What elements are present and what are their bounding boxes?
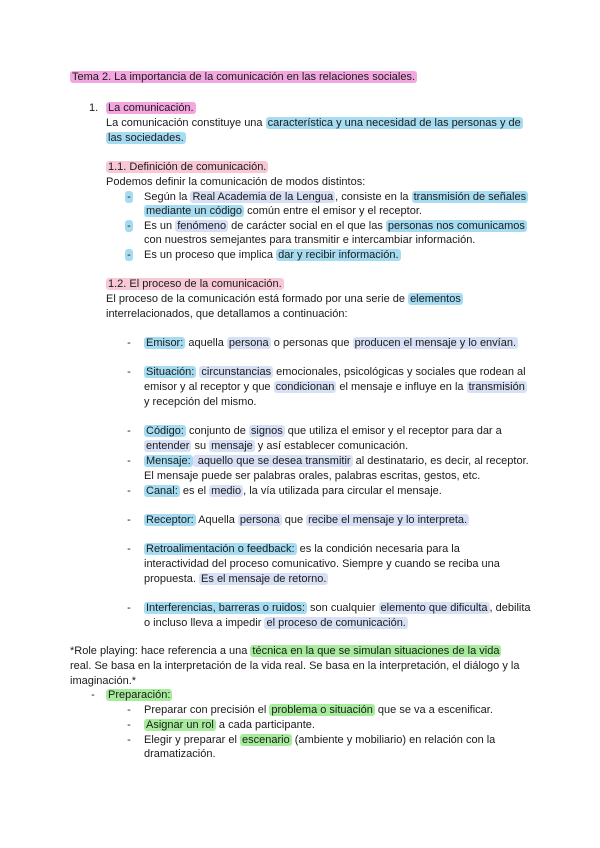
- bullet-dash: -: [127, 455, 131, 467]
- list-item-cont: o incluso lleva a impedir el proceso de comunicación.: [144, 617, 406, 629]
- list-item-interferencias: Interferencias, barreras o ruidos: son cualquier elemento que dificulta , debilita: [146, 602, 531, 614]
- paragraph-line: La comunicación constituye una característica y una necesidad de las personas y de: [106, 117, 521, 129]
- list-item-codigo: Código: conjunto de signos que utiliza el emisor y el receptor para dar a: [146, 425, 502, 437]
- bullet-dash: -: [127, 366, 131, 378]
- paragraph-line: interrelacionados, que detallamos a continuación:: [106, 308, 348, 320]
- bullet-dash: -: [127, 719, 131, 731]
- paragraph-line: las sociedades.: [108, 132, 184, 144]
- section-heading: La comunicación.: [108, 102, 194, 114]
- list-item-cont: y recepción del mismo.: [144, 396, 257, 408]
- bullet-dash: -: [127, 734, 131, 746]
- bullet-dash: -: [127, 543, 131, 555]
- list-item-cont: interactividad del proceso comunicativo. Siempre y cuando se reciba una: [144, 558, 500, 570]
- bullet-dash: -: [127, 337, 131, 349]
- list-item: Elegir y preparar el escenario (ambiente y mobiliario) en relación con la: [144, 734, 496, 746]
- list-item: Según la Real Academia de la Lengua , consiste en la transmisión de señales: [144, 191, 527, 203]
- list-heading-preparacion: Preparación:: [108, 689, 171, 701]
- bullet-dash: -: [127, 425, 131, 437]
- list-item-cont: con nuestros semejantes para transmitir e intercambiar información.: [144, 234, 476, 246]
- list-item-retroalimentacion: Retroalimentación o feedback: es la condición necesaria para la: [146, 543, 460, 555]
- list-item-canal: Canal: es el medio , la vía utilizada para circular el mensaje.: [146, 485, 442, 497]
- list-item-mensaje: Mensaje: aquello que se desea transmitir al destinatario, es decir, al receptor.: [146, 455, 529, 467]
- bullet-dash: -: [127, 220, 131, 232]
- list-item: Asignar un rol a cada participante.: [146, 719, 315, 731]
- bullet-dash: -: [127, 704, 131, 716]
- list-item-cont: mediante un código común entre el emisor y el receptor.: [146, 205, 422, 217]
- list-item-cont: dramatización.: [144, 748, 216, 760]
- list-item-receptor: Receptor: Aquella persona que recibe el mensaje y lo interpreta.: [146, 514, 468, 526]
- list-item-cont: emisor y al receptor y que condicionan el mensaje e influye en la transmisión: [144, 381, 525, 393]
- bullet-dash: -: [127, 485, 131, 497]
- list-item-cont: entender su mensaje y así establecer comunicación.: [146, 440, 409, 452]
- list-item-cont: propuesta. Es el mensaje de retorno.: [144, 573, 327, 585]
- bullet-dash: -: [127, 514, 131, 526]
- paragraph-line: *Role playing: hace referencia a una técnica en la que se simulan situaciones de la vida: [70, 645, 500, 657]
- list-item: Preparar con precisión el problema o situación que se va a escenificar.: [144, 704, 493, 716]
- paragraph-line: Podemos definir la comunicación de modos distintos:: [106, 176, 366, 188]
- bullet-dash: -: [127, 602, 131, 614]
- subsection-heading: 1.1. Definición de comunicación.: [108, 161, 267, 173]
- section-number: 1.: [89, 102, 99, 114]
- list-item-emisor: Emisor: aquella persona o personas que producen el mensaje y lo envían.: [146, 337, 517, 349]
- paragraph-line: El proceso de la comunicación está formado por una serie de elementos: [106, 293, 461, 305]
- paragraph-line: imaginación.*: [70, 675, 137, 687]
- bullet-dash: -: [91, 689, 95, 701]
- subsection-heading: 1.2. El proceso de la comunicación.: [108, 278, 282, 290]
- list-item: Es un fenómeno de carácter social en el que las personas nos comunicamos: [144, 220, 525, 232]
- list-item-situacion: Situación: circunstancias emocionales, psicológicas y sociales que rodean al: [146, 366, 526, 378]
- paragraph-line: real. Se basa en la interpretación de la vida real. Se basa en la interpretación, el diálogo y la: [70, 660, 520, 672]
- list-item: Es un proceso que implica dar y recibir información.: [144, 249, 399, 261]
- document-title: Tema 2. La importancia de la comunicación en las relaciones sociales.: [72, 71, 416, 83]
- bullet-dash: -: [127, 249, 131, 261]
- list-item-cont: El mensaje puede ser palabras orales, palabras escritas, gestos, etc.: [144, 470, 481, 482]
- bullet-dash: -: [127, 191, 131, 203]
